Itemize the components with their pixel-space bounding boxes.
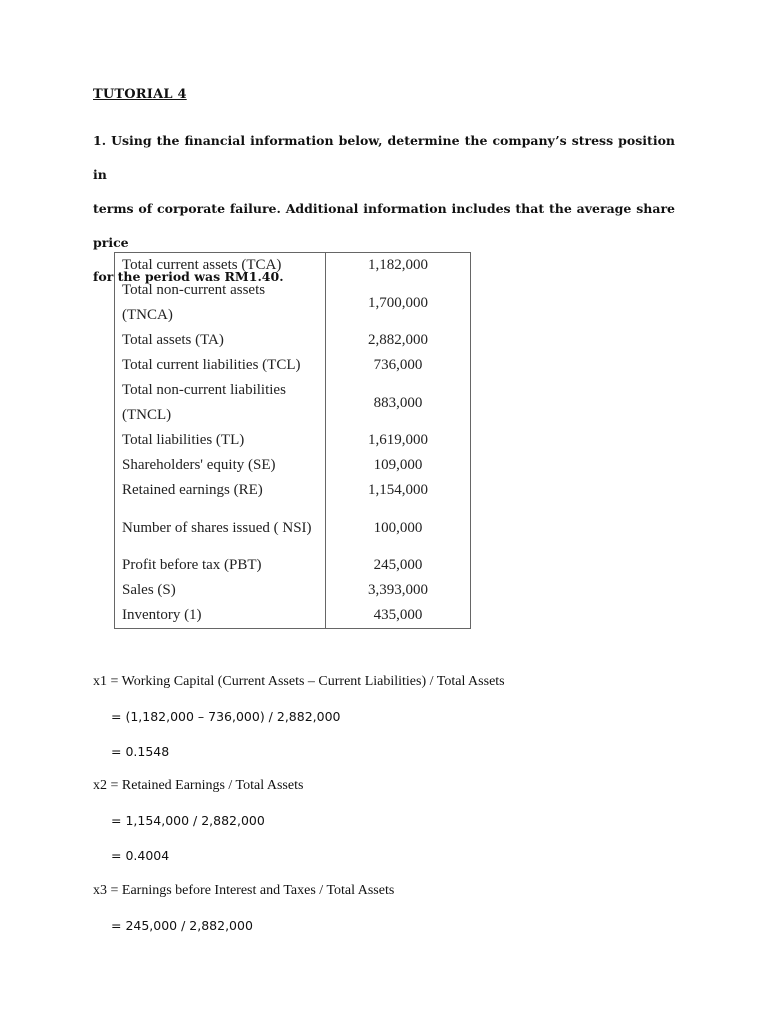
question-line: 1. Using the financial information below, determine the company’s stress position in	[93, 133, 675, 182]
table-row	[115, 278, 471, 328]
row-label: Total non-current liabilities (TNCL)	[115, 378, 326, 428]
row-label: Sales (S)	[115, 578, 326, 603]
row-label: Number of shares issued ( NSI)	[115, 503, 326, 553]
row-value: 1,154,000	[326, 478, 471, 503]
table-row	[115, 378, 471, 428]
x1-formula: x1 = Working Capital (Current Assets – Current Liabilities) / Total Assets	[93, 674, 505, 689]
table-row	[115, 353, 471, 378]
table-row	[115, 478, 471, 503]
question-line: for the period was RM1.40.	[93, 269, 284, 284]
row-value: 109,000	[326, 453, 471, 478]
x3-formula: x3 = Earnings before Interest and Taxes / Total Assets	[93, 882, 395, 898]
row-label: Total current liabilities (TCL)	[115, 353, 326, 378]
table-row	[115, 553, 471, 578]
row-value: 435,000	[326, 603, 471, 629]
row-value: 1,619,000	[326, 428, 471, 453]
x3-step: = 245,000 / 2,882,000	[111, 917, 253, 933]
x1-result: = 0.1548	[111, 743, 170, 759]
calculations	[93, 665, 505, 943]
table-row	[115, 578, 471, 603]
x1-step: = (1,182,000 – 736,000) / 2,882,000	[111, 708, 341, 724]
row-label: Total current assets (TCA)	[115, 253, 326, 279]
table-row	[115, 328, 471, 353]
row-value: 245,000	[326, 553, 471, 578]
row-value: 736,000	[326, 353, 471, 378]
x2-formula: x2 = Retained Earnings / Total Assets	[93, 778, 304, 794]
row-value: 3,393,000	[326, 578, 471, 603]
row-label: Inventory (1)	[115, 603, 326, 629]
row-value: 1,182,000	[326, 253, 471, 279]
row-label: Shareholders' equity (SE)	[115, 453, 326, 478]
table-row	[115, 428, 471, 453]
row-value: 883,000	[326, 378, 471, 428]
row-label: Total assets (TA)	[115, 328, 326, 353]
table-row	[115, 453, 471, 478]
financial-table	[114, 252, 471, 629]
row-value: 2,882,000	[326, 328, 471, 353]
row-value: 100,000	[326, 503, 471, 553]
table-row	[115, 503, 471, 553]
row-label: Retained earnings (RE)	[115, 478, 326, 503]
x2-result: = 0.4004	[111, 847, 170, 863]
x2-step: = 1,154,000 / 2,882,000	[111, 813, 265, 829]
row-value: 1,700,000	[326, 278, 471, 328]
row-label: Total liabilities (TL)	[115, 428, 326, 453]
row-label: Total non-current assets (TNCA)	[115, 278, 326, 328]
table-row	[115, 603, 471, 629]
row-label: Profit before tax (PBT)	[115, 553, 326, 578]
table-row	[115, 253, 471, 279]
page-title: TUTORIAL 4	[93, 87, 187, 102]
question-line: terms of corporate failure. Additional information includes that the average share price	[93, 201, 675, 250]
